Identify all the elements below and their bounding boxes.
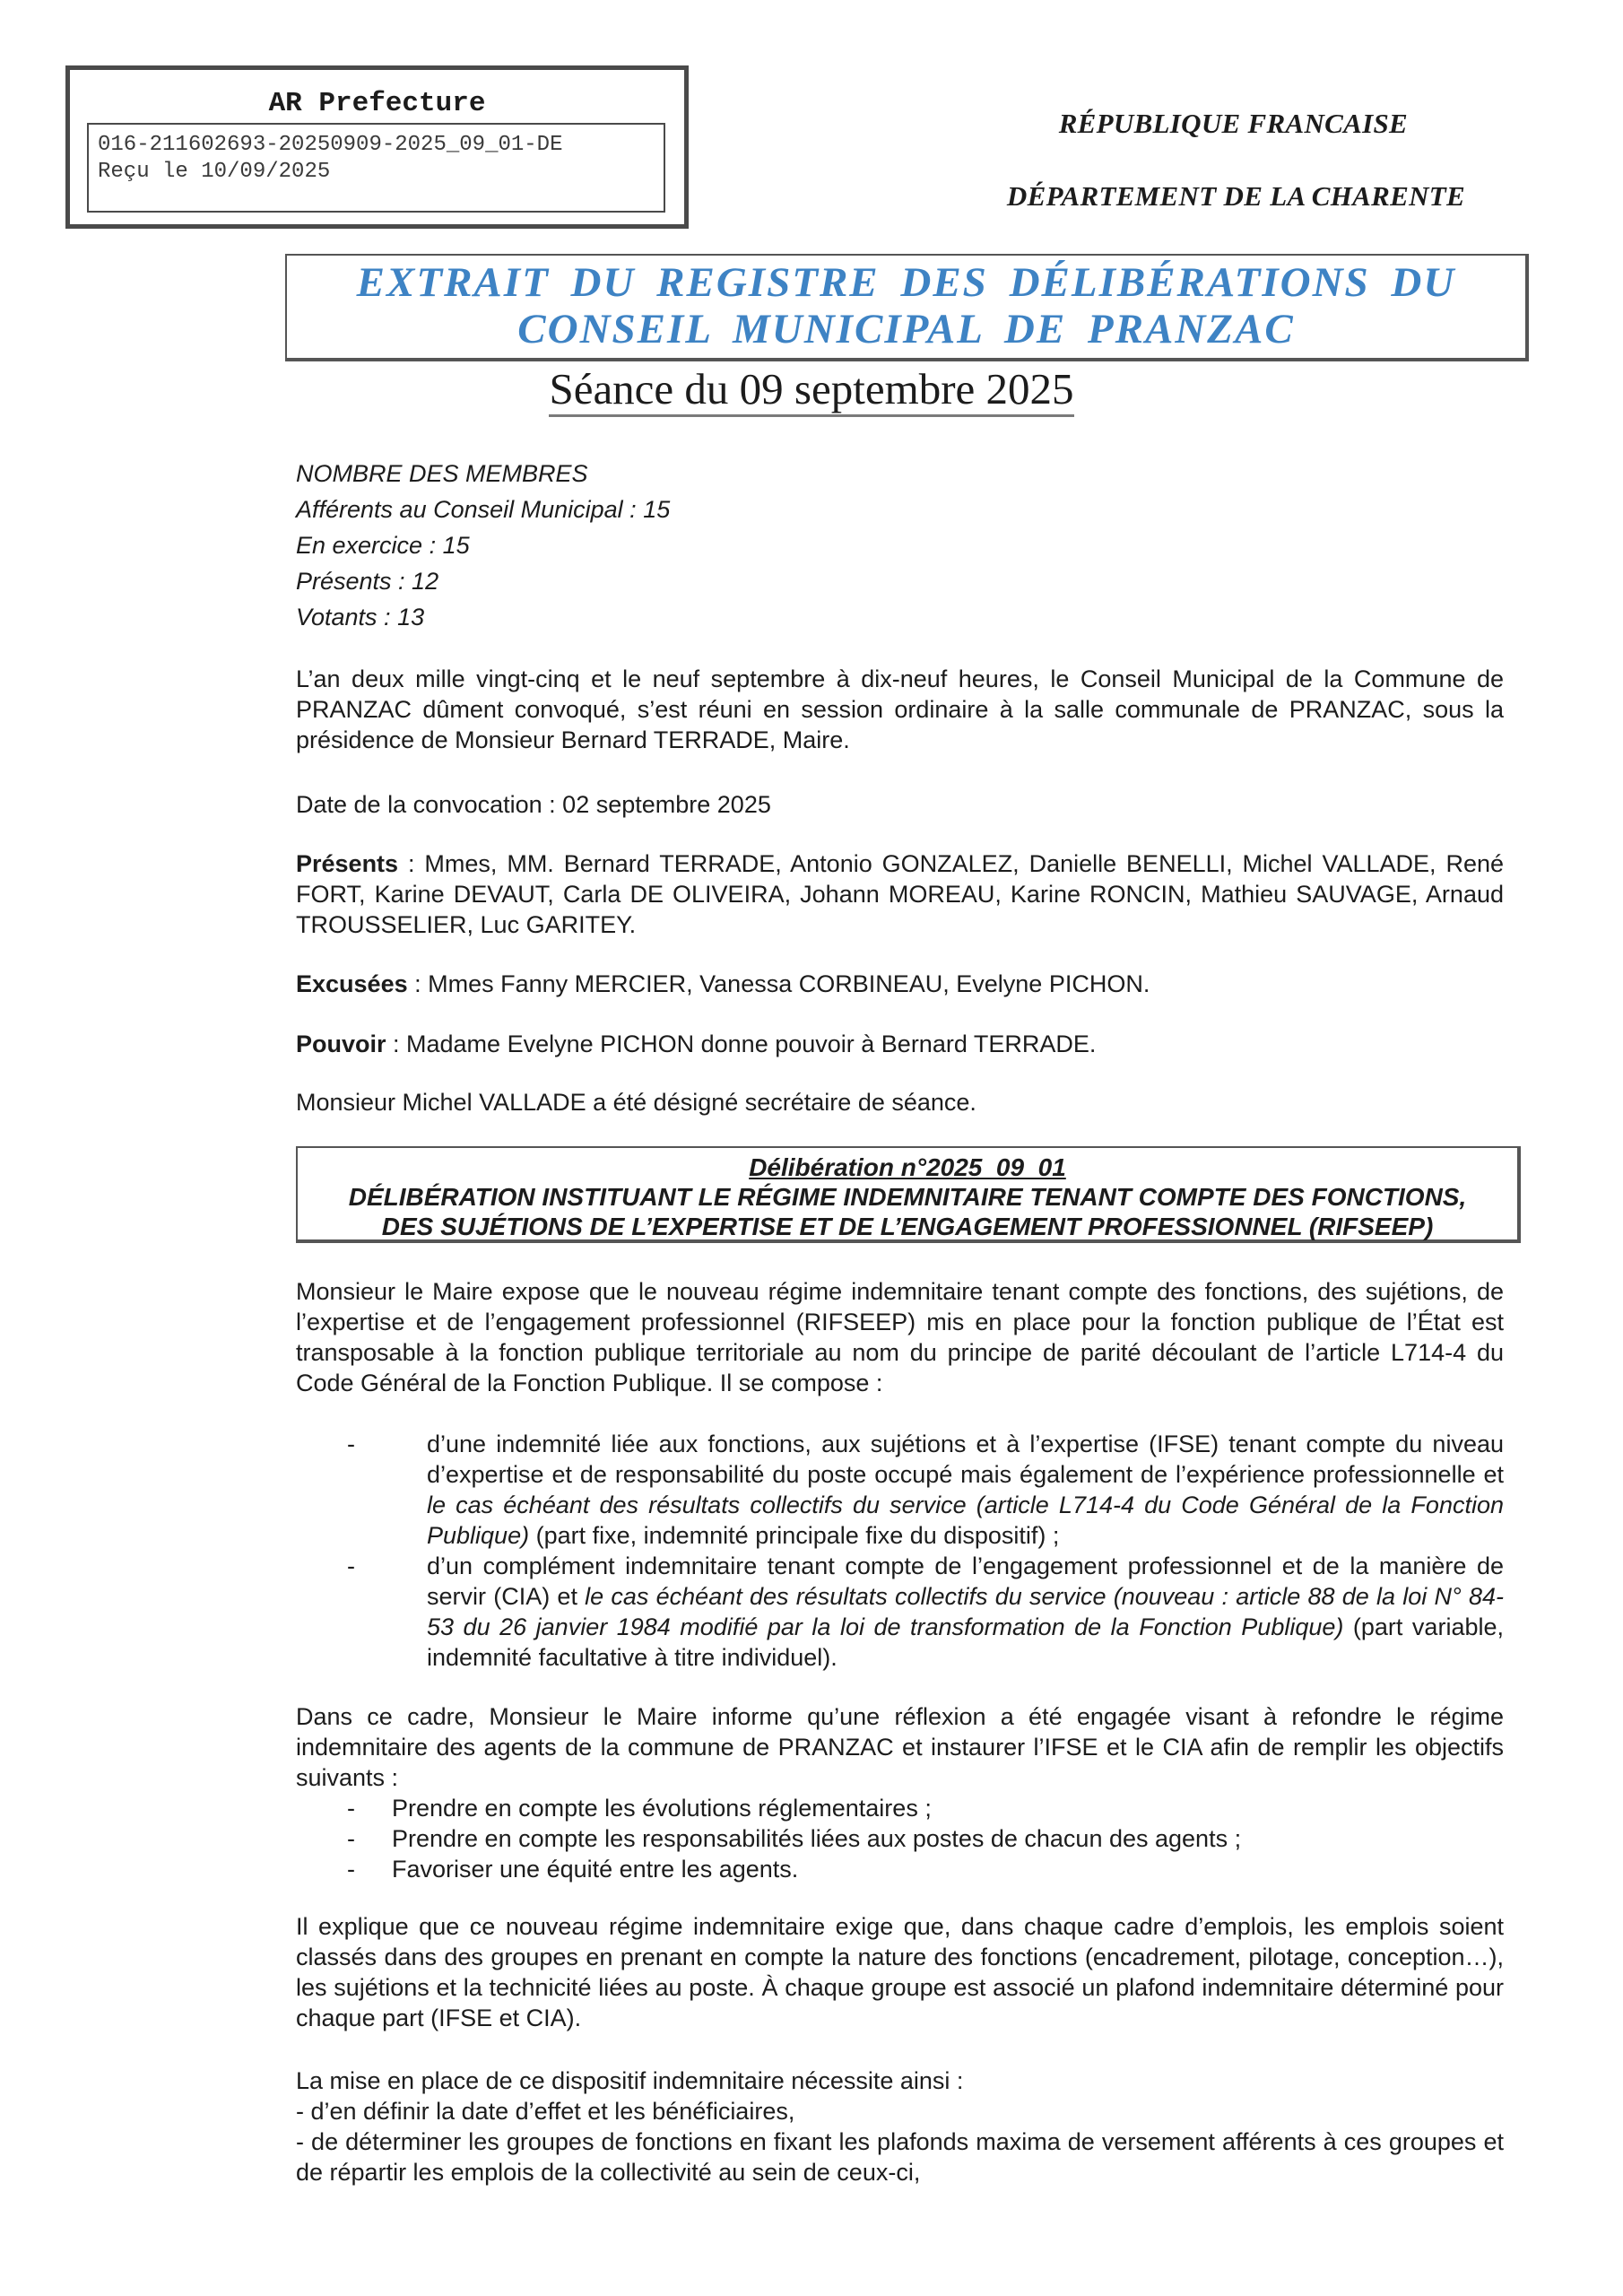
presents-label: Présents [296,850,399,877]
members-votants: Votants : 13 [296,604,425,631]
cia-italic: le cas échéant des résultats collectifs du service (nouveau : article 88 de la loi N° 84-53 du 26 janvier 1984 modifié par la loi de transformation de la Fonction Publique) [427,1583,1504,1640]
session-date [0,363,1623,414]
deliberation-title-line1: DÉLIBÉRATION INSTITUANT LE RÉGIME INDEMNITAIRE TENANT COMPTE DES FONCTIONS, [348,1183,1467,1211]
members-exercice: En exercice : 15 [296,532,470,559]
register-title-box [285,254,1529,361]
republic-heading: RÉPUBLIQUE FRANCAISE [1058,108,1408,139]
ar-prefecture-stamp [65,65,689,229]
list-item [296,1854,1504,1884]
stamp-id: 016-211602693-20250909-2025_09_01-DE [98,133,563,157]
list-item [296,1429,1504,1551]
rifseep-components-list [296,1429,1504,1673]
objective-2: Prendre en compte les responsabilités liées aux postes de chacun des agents ; [392,1825,1242,1852]
pouvoir-label: Pouvoir [296,1031,386,1057]
ifse-italic: le cas échéant des résultats collectifs du service (article L714-4 du Code Général de la Fonction Publique) [427,1492,1504,1549]
body-paragraph-3: Il explique que ce nouveau régime indemnitaire exige que, dans chaque cadre d’emplois, les emplois soient classés dans des groupes en prenant en compte la nature des fonctions (encadrement, pilotage, conception…), les sujétions et la technicité liées au poste. À chaque groupe est associé un plafond indemnitaire déterminé pour chaque part (IFSE et CIA). [296,1913,1504,2031]
convocation-date: Date de la convocation : 02 septembre 2025 [296,791,771,818]
deliberation-title-box [296,1146,1521,1243]
objective-1: Prendre en compte les évolutions réglementaires ; [392,1795,932,1822]
members-count-block [296,456,670,635]
presents-list: : Mmes, MM. Bernard TERRADE, Antonio GONZALEZ, Danielle BENELLI, Michel VALLADE, René FORT, Karine DEVAUT, Carla DE OLIVEIRA, Johann MOREAU, Karine RONCIN, Mathieu SAUVAGE, Arnaud TROUSSELIER, Luc GARITEY. [296,850,1504,938]
register-title-line1: EXTRAIT DU REGISTRE DES DÉLIBÉRATIONS DU [356,259,1456,306]
list-item: - de déterminer les groupes de fonctions en fixant les plafonds maxima de versement afférents à ces groupes et de répartir les emplois de la collectivité au sein de ceux-ci, [296,2128,1504,2186]
members-afferents: Afférents au Conseil Municipal : 15 [296,496,671,523]
list-dash: - [347,1431,355,1457]
body-paragraph-4: La mise en place de ce dispositif indemnitaire nécessite ainsi : [296,2067,964,2094]
secretaire-paragraph: Monsieur Michel VALLADE a été désigné secrétaire de séance. [296,1089,976,1116]
stamp-details [87,123,665,213]
deliberation-title-line2: DES SUJÉTIONS DE L’EXPERTISE ET DE L’ENGAGEMENT PROFESSIONNEL (RIFSEEP) [381,1213,1434,1240]
intro-paragraph: L’an deux mille vingt-cinq et le neuf septembre à dix-neuf heures, le Conseil Municipal de la Commune de PRANZAC dûment convoqué, s’est réuni en session ordinaire à la salle communale de PRANZAC, sous la présidence de Monsieur Bernard TERRADE, Maire. [296,665,1504,753]
register-title-line2: CONSEIL MUNICIPAL DE PRANZAC [517,306,1295,352]
ifse-text: d’une indemnité liée aux fonctions, aux sujétions et à l’expertise (IFSE) tenant compte du niveau d’expertise et de responsabilité du poste occupé mais également de l’expérience professionnelle et [427,1431,1504,1488]
stamp-title: AR Prefecture [268,88,486,119]
list-item: - d’en définir la date d’effet et les bénéficiaires, [296,2098,795,2125]
deliberation-number: Délibération n°2025_09_01 [749,1153,1066,1181]
members-heading: NOMBRE DES MEMBRES [296,460,588,487]
members-presents: Présents : 12 [296,568,439,595]
excusees-paragraph [296,969,1504,999]
presents-paragraph [296,848,1504,940]
list-item [296,1823,1504,1854]
pouvoir-text: : Madame Evelyne PICHON donne pouvoir à Bernard TERRADE. [386,1031,1097,1057]
body-paragraph-2: Dans ce cadre, Monsieur le Maire informe qu’une réflexion a été engagée visant à refondre le régime indemnitaire des agents de la commune de PRANZAC et instaurer l’IFSE et le CIA afin de remplir les objectifs suivants : [296,1703,1504,1791]
department-heading: DÉPARTEMENT DE LA CHARENTE [1006,180,1465,212]
objectives-list [296,1793,1504,1884]
excusees-list: : Mmes Fanny MERCIER, Vanessa CORBINEAU, Evelyne PICHON. [407,970,1150,997]
list-dash: - [347,1856,355,1883]
dispositif-list [296,2096,1504,2187]
cia-tail: (part variable, indemnité facultative à titre individuel). [427,1613,1504,1671]
excusees-label: Excusées [296,970,408,997]
session-date-text: Séance du 09 septembre 2025 [549,364,1073,417]
list-dash: - [347,1552,355,1579]
pouvoir-paragraph [296,1029,1504,1059]
stamp-received: Reçu le 10/09/2025 [98,160,331,184]
ifse-tail: (part fixe, indemnité principale fixe du dispositif) ; [529,1522,1060,1549]
list-dash: - [347,1795,355,1822]
objective-3: Favoriser une équité entre les agents. [392,1856,799,1883]
list-dash: - [347,1825,355,1852]
cia-text: d’un complément indemnitaire tenant compte de l’engagement professionnel et de la manière de servir (CIA) et [427,1552,1504,1610]
list-item [296,1793,1504,1823]
body-paragraph-1: Monsieur le Maire expose que le nouveau régime indemnitaire tenant compte des fonctions, des sujétions, de l’expertise et de l’engagement professionnel (RIFSEEP) mis en place pour la fonction publique de l’État est transposable à la fonction publique territoriale au nom du principe de parité découlant de l’article L714-4 du Code Général de la Fonction Publique. Il se compose : [296,1278,1504,1396]
list-item [296,1551,1504,1673]
